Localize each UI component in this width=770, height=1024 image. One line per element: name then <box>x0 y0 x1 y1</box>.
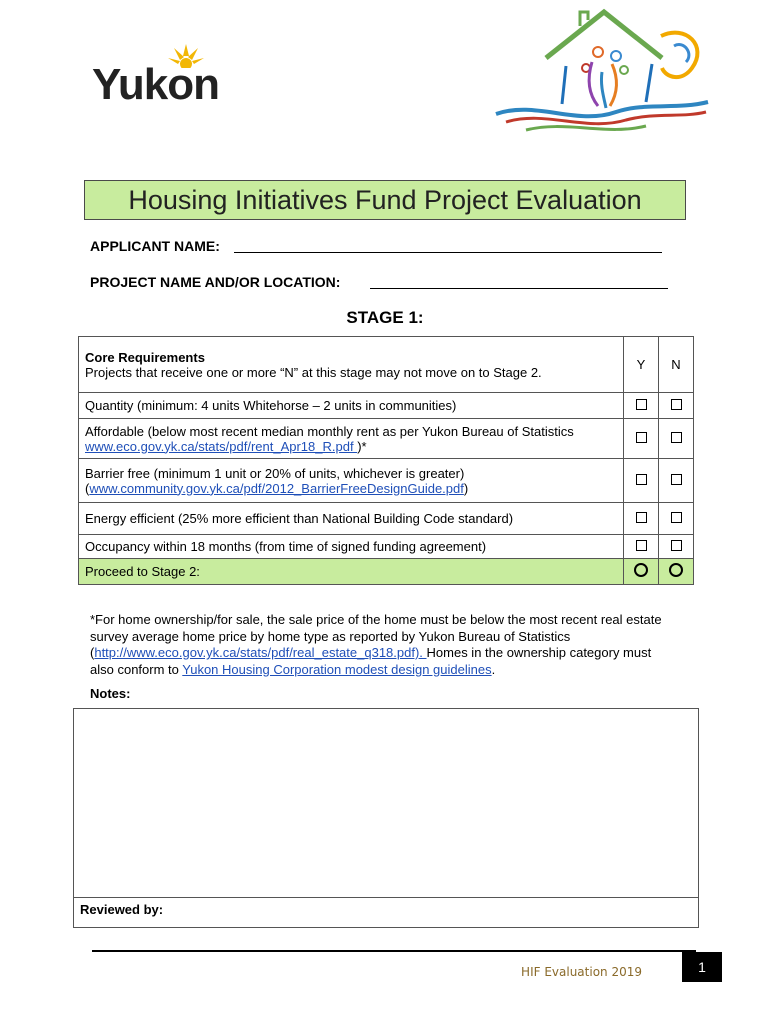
footnote-text-2: Homes in the ownership category must also conform to <box>90 645 652 677</box>
notes-label: Notes: <box>90 686 131 701</box>
barrier-free-after: ) <box>463 480 469 496</box>
applicant-name-label: APPLICANT NAME: <box>90 238 220 254</box>
proceed-no-radio[interactable] <box>669 563 683 577</box>
requirement-quantity: Quantity (minimum: 4 units Whitehorse – 2 units in communities) <box>79 393 624 419</box>
requirement-occupancy: Occupancy within 18 months (from time of signed funding agreement) <box>79 535 624 559</box>
design-guidelines-link[interactable]: Yukon Housing Corporation modest design guidelines <box>182 661 492 677</box>
energy-no-checkbox[interactable] <box>671 512 682 523</box>
footnote-text-1: *For home ownership/for sale, the sale price of the home must be below the most recent real estate survey average home price by home type as reported by Yukon Bureau of Statistics ( <box>90 612 662 660</box>
proceed-label: Proceed to Stage 2: <box>79 559 624 585</box>
quantity-no-checkbox[interactable] <box>671 399 682 410</box>
project-name-label: PROJECT NAME AND/OR LOCATION: <box>90 274 341 290</box>
affordable-text: Affordable (below most recent median monthly rent as per Yukon Bureau of Statistics <box>85 423 574 439</box>
table-row <box>79 393 694 419</box>
barrier-free-yes-checkbox[interactable] <box>636 474 647 485</box>
table-row <box>79 535 694 559</box>
affordable-after: )* <box>357 438 367 454</box>
affordable-yes-checkbox[interactable] <box>636 432 647 443</box>
occupancy-yes-checkbox[interactable] <box>636 540 647 551</box>
page-number: 1 <box>682 952 722 982</box>
page-title: Housing Initiatives Fund Project Evaluation <box>128 184 642 215</box>
reviewed-by-field[interactable] <box>74 897 698 927</box>
requirements-table <box>78 336 694 585</box>
proceed-yes-radio[interactable] <box>634 563 648 577</box>
column-n-header: N <box>659 337 694 393</box>
housing-emblem-icon <box>486 6 712 138</box>
footer-text: HIF Evaluation 2019 <box>521 965 642 979</box>
title-banner <box>84 180 686 220</box>
real-estate-stats-link[interactable]: http://www.eco.gov.yk.ca/stats/pdf/real_estate_q318.pdf). <box>94 645 427 660</box>
core-requirements-heading: Core Requirements <box>85 349 205 365</box>
notes-field[interactable] <box>73 708 699 928</box>
column-y-header: Y <box>624 337 659 393</box>
footnote-text-3: . <box>491 661 496 677</box>
footnote <box>90 612 670 678</box>
yukon-logo <box>88 42 238 108</box>
requirement-barrier-free <box>79 459 624 503</box>
project-name-field[interactable] <box>370 288 668 289</box>
applicant-name-field[interactable] <box>234 252 662 253</box>
requirement-affordable <box>79 419 624 459</box>
stage-title: STAGE 1: <box>346 308 424 327</box>
occupancy-no-checkbox[interactable] <box>671 540 682 551</box>
footer-divider <box>92 950 696 952</box>
core-requirements-note: Projects that receive one or more “N” at this stage may not move on to Stage 2. <box>85 364 542 380</box>
table-header-row <box>79 337 694 393</box>
affordable-no-checkbox[interactable] <box>671 432 682 443</box>
table-row <box>79 419 694 459</box>
requirement-energy: Energy efficient (25% more efficient than National Building Code standard) <box>79 503 624 535</box>
barrier-free-guide-link[interactable]: www.community.gov.yk.ca/pdf/2012_BarrierFreeDesignGuide.pdf <box>89 480 464 496</box>
table-header-cell <box>79 337 624 393</box>
quantity-yes-checkbox[interactable] <box>636 399 647 410</box>
table-row <box>79 503 694 535</box>
barrier-free-no-checkbox[interactable] <box>671 474 682 485</box>
reviewed-by-label: Reviewed by: <box>80 902 164 917</box>
rent-stats-link[interactable]: www.eco.gov.yk.ca/stats/pdf/rent_Apr18_R.pdf <box>85 438 358 454</box>
proceed-row <box>79 559 694 585</box>
energy-yes-checkbox[interactable] <box>636 512 647 523</box>
logo-text: Yukon <box>92 60 220 109</box>
table-row <box>79 459 694 503</box>
barrier-free-text: Barrier free (minimum 1 unit or 20% of units, whichever is greater) ( <box>85 465 465 496</box>
